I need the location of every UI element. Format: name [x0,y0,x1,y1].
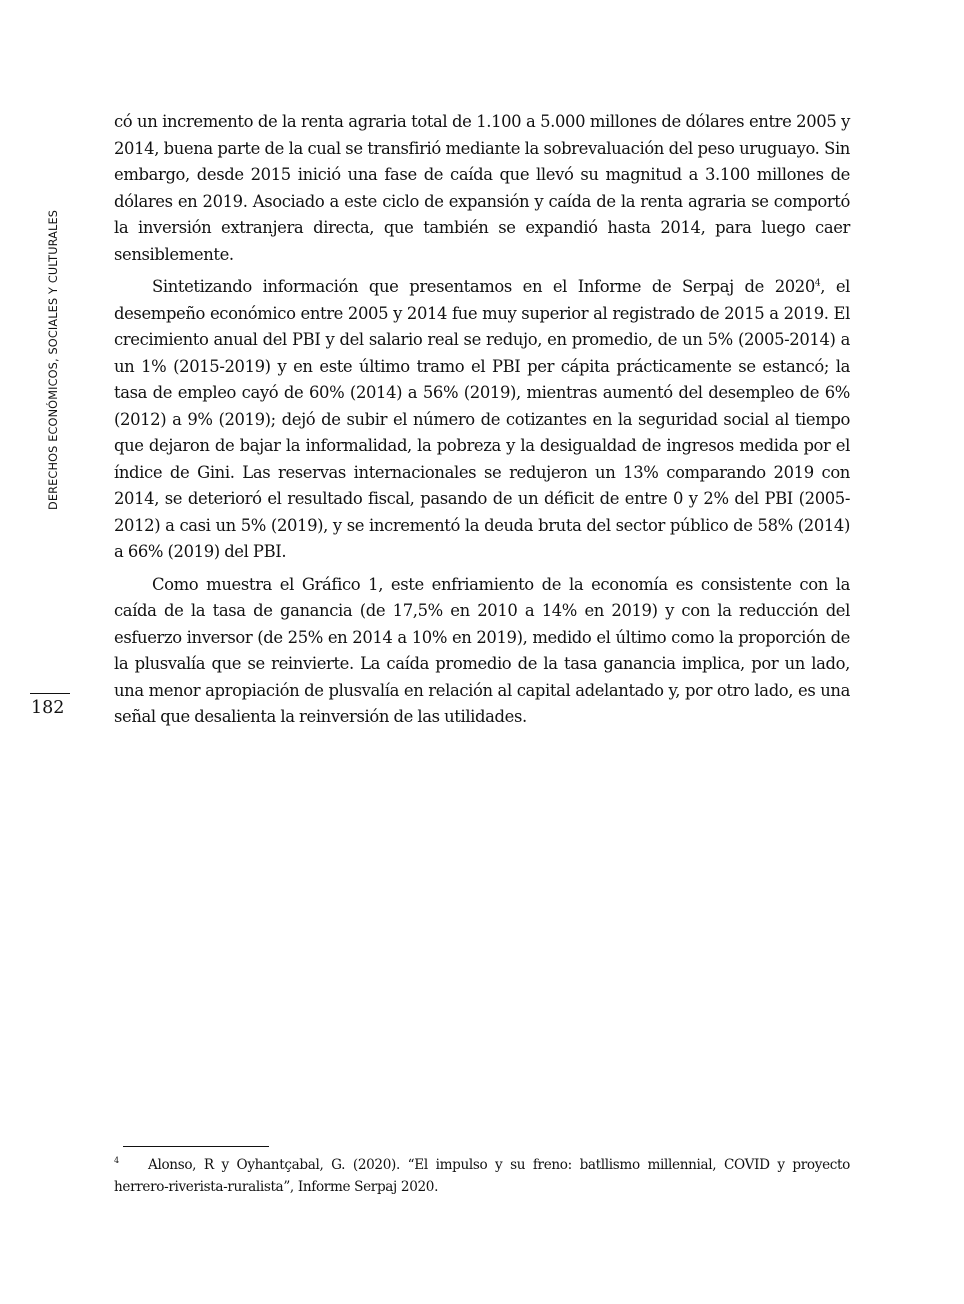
footnote-text: Alonso, R y Oyhantçabal, G. (2020). “El impulso y su freno: batllismo millennial, COVID y proyecto herrero-riverista-ruralista”, Informe Serpaj 2020. [114,1157,850,1195]
running-head: DERECHOS ECONÓMICOS, SOCIALES Y CULTURALES [47,209,60,510]
footnote: 4 Alonso, R y Oyhantçabal, G. (2020). “El impulso y su freno: batllismo millennial, COVID y proyecto herrero-riverista-ruralista”, Informe Serpaj 2020. [114,1156,850,1195]
paragraph-2 [114,274,850,566]
paragraph-1: có un incremento de la renta agraria total de 1.100 a 5.000 millones de dólares entre 2005 y 2014, buena parte de la cual se transfirió mediante la sobrevaluación del peso uruguayo. Sin embargo, desde 2015 inició una fase de caída que llevó su magnitud a 3.100 millones de dólares en 2019. Asociado a este ciclo de expansión y caída de la renta agraria se comportó la inversión extranjera directa, que también se expandió hasta 2014, para luego caer sensiblemente. [114,112,850,264]
body-text [114,109,850,737]
footnote-reference[interactable]: 4 [814,278,821,289]
page-number: 182 [31,698,65,718]
paragraph-3: Como muestra el Gráfico 1, este enfriamiento de la economía es consistente con la caída de la tasa de ganancia (de 17,5% en 2010 a 14% en 2019) y con la reducción del esfuerzo inversor (de 25% en 2014 a 10% en 2019), medido el último como la proporción de la plusvalía que se reinvierte. La caída promedio de la tasa ganancia implica, por un lado, una menor apropiación de plusvalía en relación al capital adelantado y, por otro lado, es una señal que desalienta la reinversión de las utilidades. [114,574,850,726]
paragraph-2-text-after-ref: , el desempeño económico entre 2005 y 2014 fue muy superior al registrado de 2015 a 2019. El crecimiento anual del PBI y del salario real se redujo, en promedio, de un 5% (2005-2014) a un 1% (2015-2019) y en este último tramo el PBI per cápita prácticamente se estancó; la tasa de empleo cayó de 60% (2014) a 56% (2019), mientras aumentó del desempleo de 6% (2012) a 9% (2019); dejó de subir el número de cotizantes en la seguridad social al tiempo que dejaron de bajar la informalidad, la pobreza y la desigualdad de ingresos medida por el índice de Gini. Las reservas internacionales se redujeron un 13% comparando 2019 con 2014, se deterioró el resultado fiscal, pasando de un déficit de entre 0 y 2% del PBI (2005-2012) a casi un 5% (2019), y se incrementó la deuda bruta del sector público de 58% (2014) a 66% (2019) del PBI. [114,277,850,561]
paragraph-2-text-before-ref: Sintetizando información que presentamos en el Informe de Serpaj de 2020 [152,277,815,296]
footnote-rule [123,1146,269,1147]
page-number-rule [30,693,70,694]
